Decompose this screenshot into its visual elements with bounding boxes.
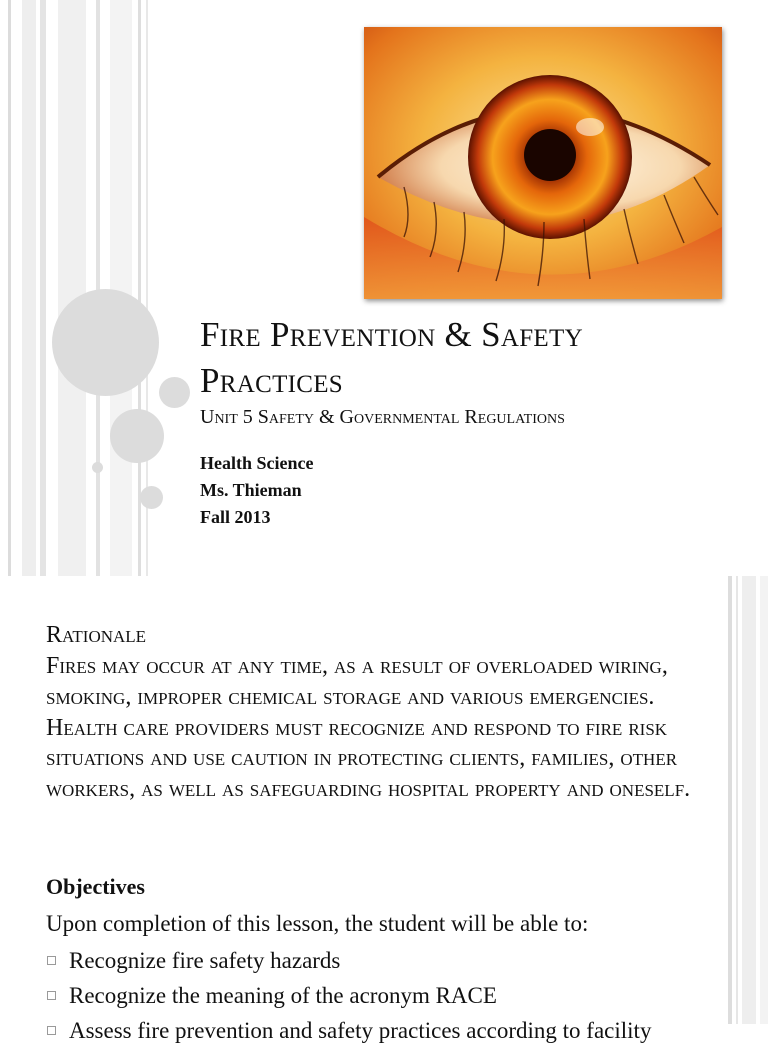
slide-title-line2: Practices [200, 361, 344, 400]
objective-text: Recognize the meaning of the acronym RACE [69, 983, 497, 1008]
slide-title [200, 312, 740, 404]
term-label: Fall 2013 [200, 507, 271, 527]
course-name: Health Science [200, 453, 314, 473]
decorative-circle-small-2 [140, 486, 163, 509]
square-bullet-icon [47, 1026, 56, 1035]
rationale-heading: Rationale [46, 622, 147, 648]
eye-illustration [364, 27, 722, 299]
slide-title-line1: Fire Prevention & Safety [200, 315, 583, 354]
objective-text: Recognize fire safety hazards [69, 948, 341, 973]
slide-subtitle: Unit 5 Safety & Governmental Regulations [200, 406, 565, 428]
rationale-slide [0, 576, 768, 1043]
objectives-heading: Objectives [46, 874, 145, 899]
rationale-text: Fires may occur at any time, as a result of overloaded wiring, smoking, improper chemical storage and various emergencies. Health care providers must recognize and respond to fire risk situations and use caution in protecting clients, families, other workers, as well as safeguarding hospital property and oneself. [46, 653, 691, 803]
decorative-circle-small [159, 377, 190, 408]
list-item [46, 978, 766, 1013]
teacher-name: Ms. Thieman [200, 480, 302, 500]
list-item [46, 1013, 766, 1048]
objective-text: Assess fire prevention and safety practices according to facility [69, 1018, 652, 1043]
square-bullet-icon [47, 956, 56, 965]
objectives-list [46, 943, 766, 1048]
decorative-circle-tiny [92, 462, 103, 473]
square-bullet-icon [47, 991, 56, 1000]
slide-meta [200, 450, 500, 531]
fiery-eye-photo [364, 27, 722, 299]
objectives-intro: Upon completion of this lesson, the student will be able to: [46, 911, 589, 936]
decorative-circle-medium [110, 409, 164, 463]
list-item [46, 943, 766, 978]
decorative-circle-large [52, 289, 159, 396]
decorative-stripes [0, 0, 150, 576]
